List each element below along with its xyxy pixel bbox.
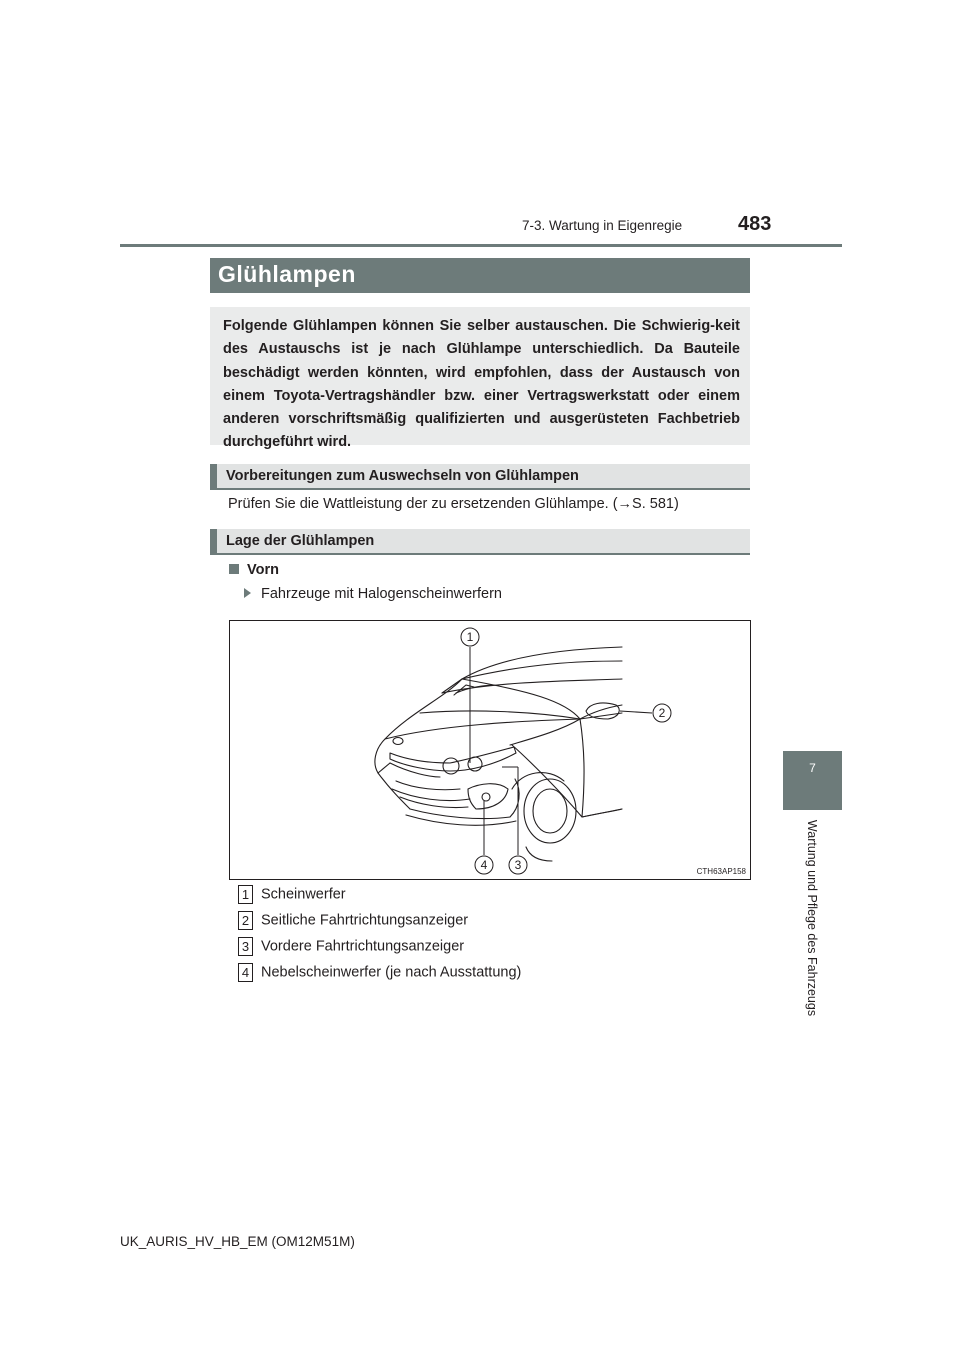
variant-label: Fahrzeuge mit Halogenscheinwerfern [261, 586, 502, 602]
callout-1: 1 [466, 630, 474, 644]
legend-number: 3 [238, 937, 253, 956]
triangle-bullet-icon [244, 588, 251, 598]
preparation-text: Prüfen Sie die Wattleistung der zu ersetzenden Glühlampe. (→S. 581) [228, 496, 679, 512]
legend-label: Seitliche Fahrtrichtungsanzeiger [261, 912, 469, 929]
subheading-front-label: Vorn [247, 562, 279, 578]
section-heading-label: Vorbereitungen zum Auswechseln von Glühlampen [226, 468, 579, 484]
header-section: 7-3. Wartung in Eigenregie [522, 218, 683, 233]
footer-code: UK_AURIS_HV_HB_EM (OM12M51M) [120, 1234, 355, 1249]
legend-label: Vordere Fahrtrichtungsanzeiger [261, 938, 465, 955]
legend-label: Nebelscheinwerfer (je nach Ausstattung) [261, 964, 522, 981]
legend-number: 2 [238, 911, 253, 930]
intro-box [210, 307, 750, 451]
section-heading-location [210, 529, 750, 555]
variant-line [244, 586, 502, 602]
legend-label: Scheinwerfer [261, 886, 346, 903]
square-bullet-icon [229, 564, 239, 574]
page-number: 483 [738, 213, 772, 235]
section-heading-preparation [210, 464, 750, 490]
legend-item [238, 937, 464, 956]
callout-2: 2 [658, 706, 666, 720]
callout-4: 4 [480, 858, 488, 872]
callout-3: 3 [514, 858, 522, 872]
figure-code: CTH63AP158 [696, 867, 746, 876]
legend-number: 1 [238, 885, 253, 904]
title-bar [210, 258, 750, 293]
intro-text: Folgende Glühlampen können Sie selber austauschen. Die Schwierig-keit des Austauschs ist je nach Glühlampe unterschiedlich. Da Bauteile beschädigt werden könnten, wird empfohlen, dass der Austausch von einem Toyota-Vertragshändler bzw. einer Vertragswerkstatt oder einem anderen vorschriftsmäßig qualifizierten und ausgerüsteten Fachbetrieb durchgeführt wird. [223, 318, 740, 451]
section-heading-label: Lage der Glühlampen [226, 533, 375, 549]
page-title: Glühlampen [218, 261, 356, 287]
legend-item [238, 885, 346, 904]
legend-item [238, 963, 521, 982]
legend-item [238, 911, 468, 930]
heading-accent [210, 464, 217, 488]
header-rule [120, 244, 842, 247]
subheading-front [229, 562, 279, 578]
chapter-number: 7 [809, 761, 816, 775]
heading-accent [210, 529, 217, 553]
car-figure [229, 620, 751, 880]
legend-number: 4 [238, 963, 253, 982]
chapter-tab [783, 751, 842, 810]
car-front-illustration [230, 621, 750, 879]
chapter-title: Wartung und Pflege des Fahrzeugs [805, 819, 819, 1017]
